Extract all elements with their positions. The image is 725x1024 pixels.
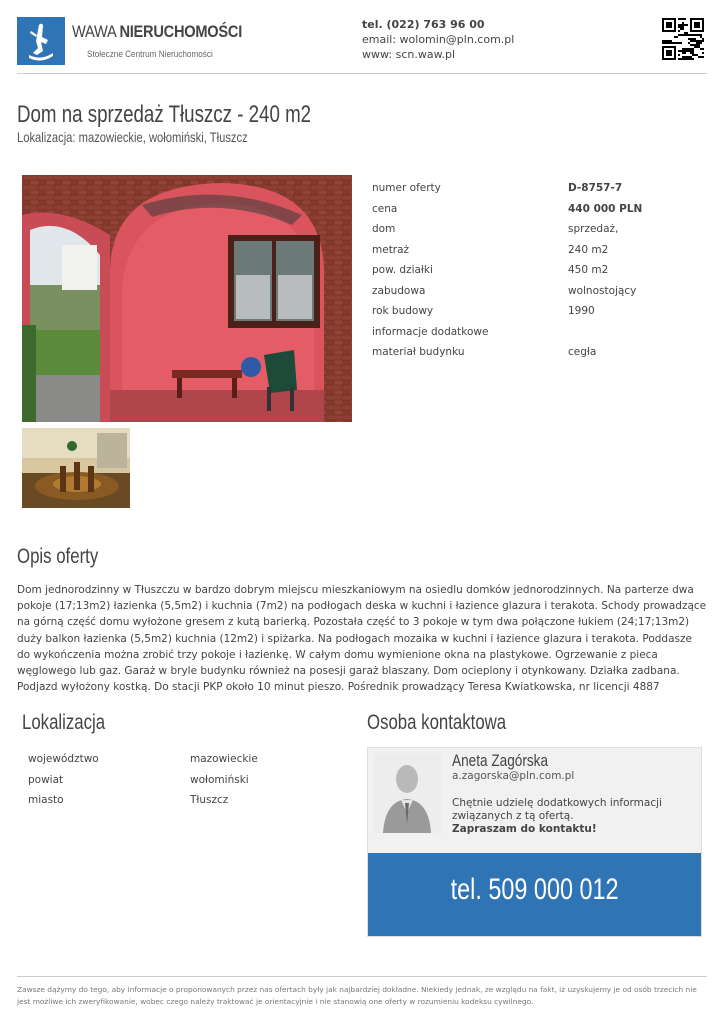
- detail-value: 450 m2: [568, 264, 609, 277]
- agency-contact: [362, 17, 514, 62]
- detail-label: pow. działki: [372, 264, 433, 277]
- location-value: mazowieckie: [190, 753, 258, 766]
- footer-disclaimer: Zawsze dążymy do tego, aby informacje o proponowanych przez nas ofertach były jak najbardziej dokładne. Niekiedy jednak, ze względu na fakt, iż uzyskujemy je od osób trzecich nie jest możliwe ich zweryfikowanie, wobec czego należy traktować je orientacyjnie i nie stanowią one oferty w rozumieniu kodeksu cywilnego.: [17, 985, 697, 1006]
- detail-value: 440 000 PLN: [568, 202, 643, 215]
- main-photo[interactable]: [22, 175, 352, 422]
- location-row: [28, 770, 348, 791]
- description-text: Dom jednorodzinny w Tłuszczu w bardzo dobrym miejscu mieszkaniowym na osiedlu domków jednorodzinnych. Na parterze dwa pokoje (17;13m2) łazienka (5,5m2) i kuchnia (7m2) na podłogach deska w kuchni i łazience glazura i terakota. Schody prowadzące na górną część domu wyłożone gresem z kutą barierką. Pozostała część to 3 pokoje w tym dwa połączone łukiem (24;17;13m2) duży balkon łazienka (5,5m2) kuchnia (12m2) i spiżarka. Na podłogach mozaika w kuchni i łazience glazura i terakota. Poddasze do wykończenia można zrobić trzy pokoje i łazienkę. W całym domu wymienione okna na plastykowe. Ogrzewanie z pieca węglowego lub gaz. Garaż w bryle budynku również na posesji garaż blaszany. Dom ocieplony i otynkowany. Działka zadbana. Podjazd wyłożony kostką. Do stacji PKP około 10 minut pieszo. Pośrednik prowadzący Teresa Kwiatkowska, nr licencji 4887: [17, 584, 707, 694]
- detail-value: wolnostojący: [568, 284, 637, 297]
- detail-row: [372, 260, 712, 281]
- detail-row: [372, 219, 712, 240]
- location-row: [28, 790, 348, 811]
- agency-phone[interactable]: tel. (022) 763 96 00: [362, 18, 485, 31]
- detail-row: [372, 199, 712, 220]
- location-label: województwo: [28, 753, 99, 766]
- detail-label: numer oferty: [372, 182, 441, 195]
- detail-label: rok budowy: [372, 305, 434, 318]
- contact-person-heading: Osoba kontaktowa: [367, 711, 507, 734]
- agency-website[interactable]: www: scn.waw.pl: [362, 48, 456, 61]
- location-value: wołomiński: [190, 773, 249, 786]
- offer-details: [372, 178, 712, 363]
- detail-value: cegła: [568, 346, 597, 359]
- agency-email[interactable]: email: wolomin@pln.com.pl: [362, 33, 515, 46]
- detail-value: D-8757-7: [568, 182, 623, 195]
- listing-location: Lokalizacja: mazowieckie, wołomiński, Tłuszcz: [17, 129, 248, 145]
- contact-invitation: Zapraszam do kontaktu!: [452, 823, 597, 835]
- location-label: miasto: [28, 794, 64, 807]
- avatar: [373, 753, 441, 833]
- detail-label: materiał budynku: [372, 346, 465, 359]
- detail-value: sprzedaż,: [568, 223, 619, 236]
- photo-thumbnail[interactable]: [22, 428, 130, 508]
- detail-value: 240 m2: [568, 243, 609, 256]
- description-heading: Opis oferty: [17, 545, 99, 568]
- location-value: Tłuszcz: [190, 794, 229, 807]
- contact-note: Chętnie udzielę dodatkowych informacji związanych z tą ofertą.: [452, 797, 662, 822]
- detail-row: [372, 342, 712, 363]
- qr-code-icon: [662, 18, 704, 60]
- detail-row: [372, 178, 712, 199]
- brand-name: WAWA NIERUCHOMOŚCI: [72, 22, 242, 41]
- location-table: [28, 749, 348, 811]
- location-heading: Lokalizacja: [22, 711, 106, 734]
- detail-label: dom: [372, 223, 396, 236]
- contact-phone[interactable]: tel. 509 000 012: [450, 873, 619, 906]
- detail-value: 1990: [568, 305, 595, 318]
- detail-label: informacje dodatkowe: [372, 325, 489, 338]
- logo-mark: [17, 17, 65, 65]
- contact-email[interactable]: a.zagorska@pln.com.pl: [452, 770, 575, 782]
- location-row: [28, 749, 348, 770]
- page-title: Dom na sprzedaż Tłuszcz - 240 m2: [17, 101, 312, 128]
- header-divider: [17, 73, 707, 74]
- detail-row: [372, 322, 712, 343]
- detail-row: [372, 281, 712, 302]
- location-label: powiat: [28, 773, 64, 786]
- detail-label: cena: [372, 202, 398, 215]
- detail-label: zabudowa: [372, 284, 426, 297]
- detail-label: metraż: [372, 243, 410, 256]
- contact-name: Aneta Zagórska: [452, 751, 549, 770]
- detail-row: [372, 240, 712, 261]
- footer-divider: [17, 976, 707, 977]
- detail-row: [372, 301, 712, 322]
- brand-subtitle: Stołeczne Centrum Nieruchomości: [87, 49, 213, 60]
